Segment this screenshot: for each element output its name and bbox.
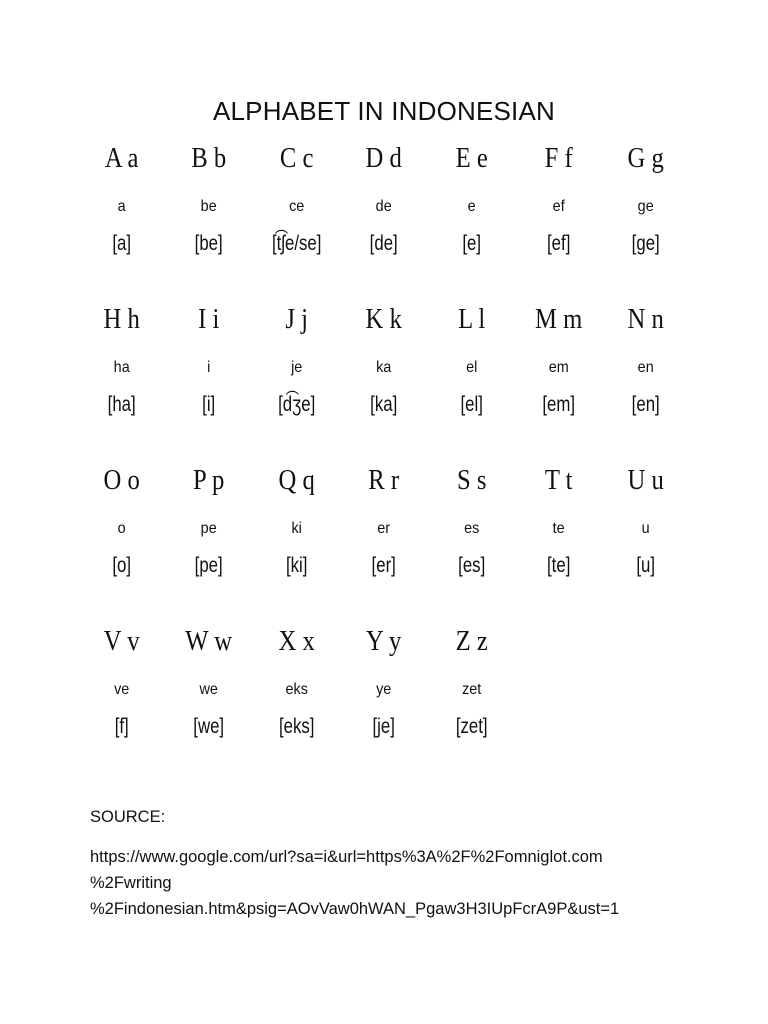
letter-name: ve bbox=[114, 681, 130, 698]
alphabet-row bbox=[78, 621, 690, 782]
letter-name: a bbox=[117, 198, 126, 215]
letter-cell bbox=[165, 460, 252, 621]
letter-cell bbox=[78, 621, 165, 782]
letter-cell bbox=[340, 460, 427, 621]
letter-pair: V v bbox=[103, 625, 140, 657]
letter-name: em bbox=[548, 359, 569, 376]
letter-pair: I i bbox=[198, 303, 220, 335]
letter-cell bbox=[602, 299, 689, 460]
letter-cell bbox=[515, 138, 602, 299]
page-title: ALPHABET IN INDONESIAN bbox=[212, 96, 555, 126]
letter-cell bbox=[428, 299, 515, 460]
letter-name: en bbox=[638, 359, 655, 376]
letter-pronunciation: [zet] bbox=[455, 715, 488, 738]
letter-pair: C c bbox=[279, 142, 314, 174]
letter-name: er bbox=[377, 520, 391, 537]
letter-pair: B b bbox=[191, 142, 227, 174]
alphabet-row bbox=[78, 299, 690, 460]
letter-pair: X x bbox=[278, 625, 315, 657]
letter-pronunciation: [e] bbox=[461, 232, 481, 255]
letter-pronunciation: [u] bbox=[636, 554, 656, 577]
source-url-line: %2Fwriting bbox=[90, 874, 172, 892]
letter-cell bbox=[428, 621, 515, 782]
letter-pair: O o bbox=[103, 464, 140, 496]
letter-cell bbox=[253, 138, 340, 299]
letter-pair: P p bbox=[193, 464, 225, 496]
letter-pronunciation: [we] bbox=[193, 715, 225, 738]
letter-pronunciation: [be] bbox=[195, 232, 224, 255]
letter-name: ce bbox=[288, 198, 305, 215]
letter-pronunciation: [ka] bbox=[370, 393, 398, 416]
letter-pronunciation: [ki] bbox=[285, 554, 308, 577]
source-url-line: https://www.google.com/url?sa=i&url=https%3A%2F%2Fomniglot.com bbox=[90, 848, 603, 866]
letter-pair: H h bbox=[103, 303, 140, 335]
letter-name: ha bbox=[113, 359, 130, 376]
letter-pair: D d bbox=[365, 142, 403, 174]
letter-pair: F f bbox=[544, 142, 573, 174]
letter-pronunciation: [es] bbox=[457, 554, 485, 577]
letter-pronunciation: [em] bbox=[542, 393, 575, 416]
letter-pronunciation: [d͡ʒe] bbox=[277, 393, 316, 416]
letter-name: ka bbox=[376, 359, 392, 376]
letter-pair: W w bbox=[185, 625, 233, 657]
letter-cell bbox=[253, 621, 340, 782]
letter-name: o bbox=[117, 520, 126, 537]
letter-pair: Q q bbox=[278, 464, 315, 496]
letter-name: we bbox=[199, 681, 219, 698]
letter-pair: G g bbox=[627, 142, 665, 174]
letter-name: el bbox=[465, 359, 477, 376]
letter-pronunciation: [te] bbox=[546, 554, 571, 577]
letter-cell bbox=[78, 299, 165, 460]
letter-cell bbox=[253, 460, 340, 621]
letter-name: be bbox=[201, 198, 218, 215]
letter-name: es bbox=[463, 520, 479, 537]
letter-pronunciation: [er] bbox=[371, 554, 396, 577]
letter-name: i bbox=[207, 359, 211, 376]
alphabet-row bbox=[78, 460, 690, 621]
letter-pair: E e bbox=[455, 142, 488, 174]
letter-name: je bbox=[290, 359, 303, 376]
letter-name: de bbox=[375, 198, 392, 215]
letter-cell bbox=[253, 299, 340, 460]
letter-pair: N n bbox=[627, 303, 665, 335]
letter-cell bbox=[340, 138, 427, 299]
letter-pair: K k bbox=[365, 303, 403, 335]
letter-pronunciation: [ge] bbox=[632, 232, 661, 255]
letter-pronunciation: [en] bbox=[632, 393, 661, 416]
letter-cell bbox=[78, 460, 165, 621]
letter-pronunciation: [f] bbox=[114, 715, 129, 738]
letter-name: te bbox=[552, 520, 565, 537]
letter-pronunciation: [pe] bbox=[195, 554, 224, 577]
source-url-line: %2Findonesian.htm&psig=AOvVaw0hWAN_Pgaw3H3IUpFcrA9P&ust=1 bbox=[90, 900, 620, 918]
letter-pair: A a bbox=[104, 142, 139, 174]
letter-pair: Z z bbox=[455, 625, 488, 657]
letter-cell bbox=[428, 138, 515, 299]
alphabet-row bbox=[78, 138, 690, 299]
letter-name: ef bbox=[552, 198, 565, 215]
letter-pronunciation: [t͡ʃe/se] bbox=[271, 232, 322, 255]
letter-cell bbox=[78, 138, 165, 299]
letter-name: ge bbox=[638, 198, 655, 215]
letter-cell bbox=[165, 299, 252, 460]
letter-pronunciation: [el] bbox=[460, 393, 483, 416]
letter-pair: M m bbox=[535, 303, 583, 335]
letter-name: ye bbox=[376, 681, 392, 698]
letter-pronunciation: [ef] bbox=[546, 232, 571, 255]
letter-cell bbox=[515, 460, 602, 621]
letter-pair: T t bbox=[544, 464, 573, 496]
letter-pronunciation: [i] bbox=[202, 393, 216, 416]
letter-name: ki bbox=[291, 520, 302, 537]
letter-cell bbox=[165, 621, 252, 782]
letter-cell bbox=[340, 621, 427, 782]
letter-name: pe bbox=[201, 520, 218, 537]
letter-name: eks bbox=[285, 681, 308, 698]
letter-cell bbox=[428, 460, 515, 621]
letter-cell bbox=[165, 138, 252, 299]
letter-pronunciation: [je] bbox=[372, 715, 396, 738]
letter-pair: R r bbox=[368, 464, 400, 496]
letter-cell bbox=[515, 299, 602, 460]
letter-pair: Y y bbox=[366, 625, 402, 657]
letter-name: u bbox=[642, 520, 651, 537]
letter-pronunciation: [a] bbox=[112, 232, 132, 255]
letter-cell bbox=[602, 138, 689, 299]
letter-pronunciation: [o] bbox=[112, 554, 132, 577]
letter-pair: J j bbox=[285, 303, 308, 335]
letter-cell bbox=[340, 299, 427, 460]
letter-pronunciation: [de] bbox=[369, 232, 398, 255]
letter-pair: U u bbox=[627, 464, 665, 496]
source-label: SOURCE: bbox=[90, 808, 166, 826]
letter-pronunciation: [eks] bbox=[278, 715, 315, 738]
alphabet-table bbox=[78, 138, 690, 782]
letter-pair: S s bbox=[456, 464, 486, 496]
letter-pair: L l bbox=[457, 303, 485, 335]
letter-pronunciation: [ha] bbox=[107, 393, 136, 416]
letter-name: zet bbox=[461, 681, 481, 698]
letter-name: e bbox=[467, 198, 476, 215]
letter-cell bbox=[602, 460, 689, 621]
source-section bbox=[90, 804, 730, 922]
